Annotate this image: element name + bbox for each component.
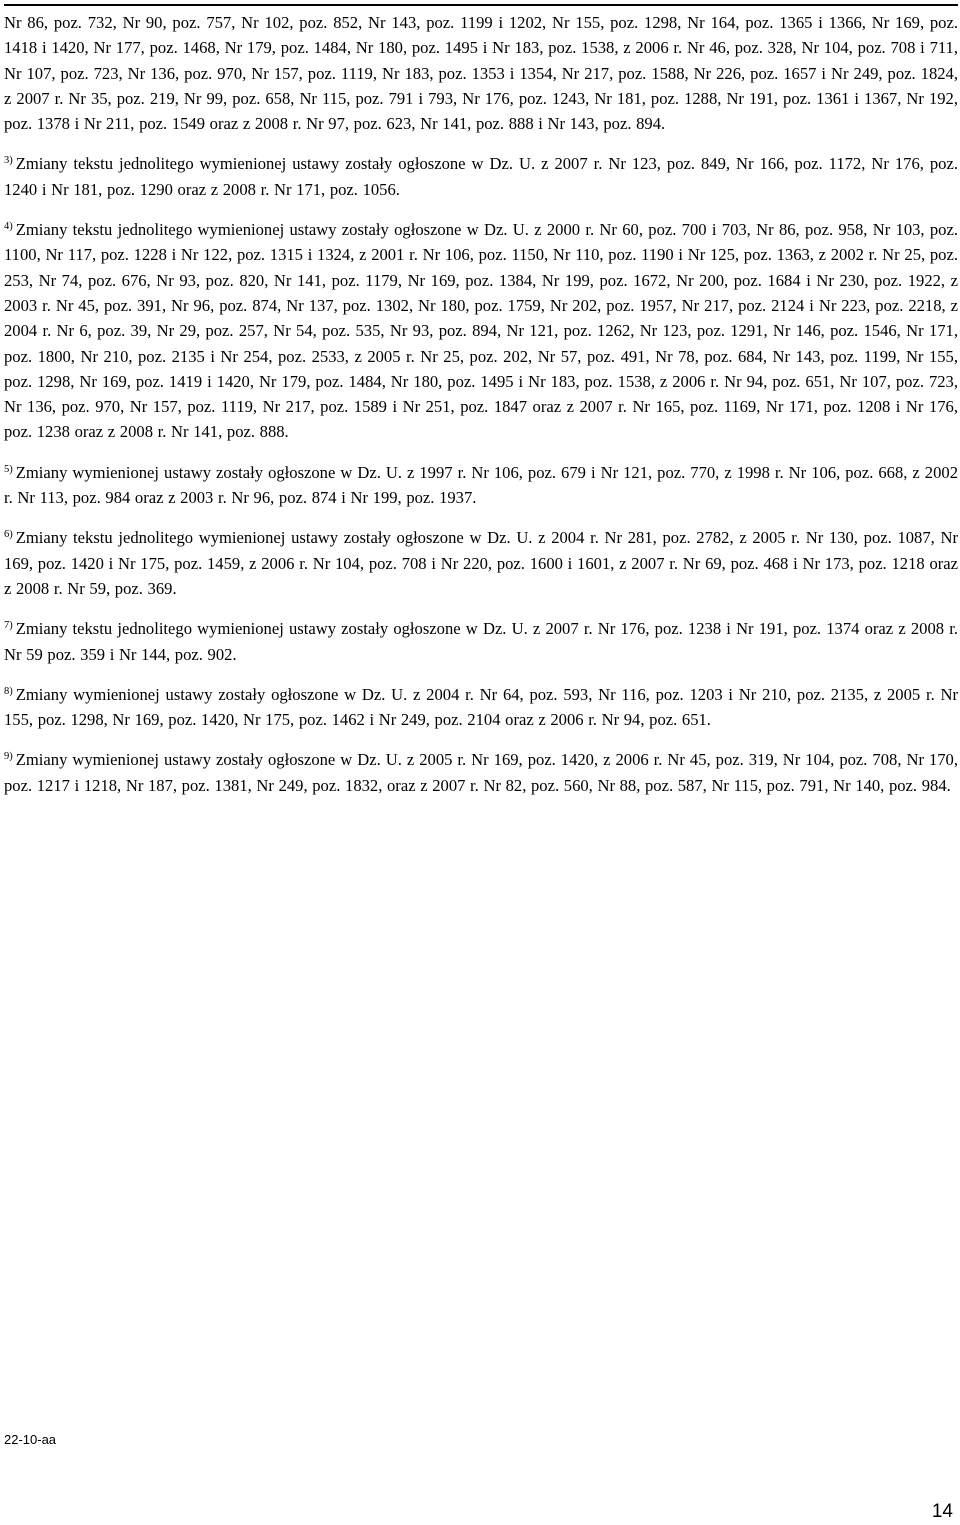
footnote-text: Zmiany wymienionej ustawy zostały ogłoszone w Dz. U. z 2005 r. Nr 169, poz. 1420, z 2006 r. Nr 45, poz. 319, Nr 104, poz. 708, Nr 170, poz. 1217 i 1218, Nr 187, poz. 1381, Nr 249, poz. 1832, oraz z 2007 r. Nr 82, poz. 560, Nr 88, poz. 587, Nr 115, poz. 791, Nr 140, poz. 984.: [4, 750, 958, 795]
footnote-continuation: Nr 86, poz. 732, Nr 90, poz. 757, Nr 102, poz. 852, Nr 143, poz. 1199 i 1202, Nr 155, poz. 1298, Nr 164, poz. 1365 i 1366, Nr 169, poz. 1418 i 1420, Nr 177, poz. 1468, Nr 179, poz. 1484, Nr 180, poz. 1495 i Nr 183, poz. 1538, z 2006 r. Nr 46, poz. 328, Nr 104, poz. 708 i 711, Nr 107, poz. 723, Nr 136, poz. 970, Nr 157, poz. 1119, Nr 183, poz. 1353 i 1354, Nr 217, poz. 1588, Nr 226, poz. 1657 i Nr 249, poz. 1824, z 2007 r. Nr 35, poz. 219, Nr 99, poz. 658, Nr 115, poz. 791 i 793, Nr 176, poz. 1243, Nr 181, poz. 1288, Nr 191, poz. 1361 i 1367, Nr 192, poz. 1378 i Nr 211, poz. 1549 oraz z 2008 r. Nr 97, poz. 623, Nr 141, poz. 888 i Nr 143, poz. 894.: [4, 13, 958, 134]
footnote-marker: 6): [4, 529, 13, 541]
footnote-text: Zmiany tekstu jednolitego wymienionej ustawy zostały ogłoszone w Dz. U. z 2007 r. Nr 176, poz. 1238 i Nr 191, poz. 1374 oraz z 2008 r. Nr 59 poz. 359 i Nr 144, poz. 902.: [4, 619, 958, 664]
footnote-5: [4, 460, 958, 511]
footnote-marker: 9): [4, 751, 13, 763]
footnote-9: [4, 747, 958, 798]
footnote-marker: 8): [4, 685, 13, 697]
footnote-text: Zmiany tekstu jednolitego wymienionej ustawy zostały ogłoszone w Dz. U. z 2007 r. Nr 123, poz. 849, Nr 166, poz. 1172, Nr 176, poz. 1240 i Nr 181, poz. 1290 oraz z 2008 r. Nr 171, poz. 1056.: [4, 154, 958, 199]
page-number: 14: [931, 1501, 953, 1522]
footnote-3: [4, 151, 958, 202]
footnote-text: Zmiany wymienionej ustawy zostały ogłoszone w Dz. U. z 2004 r. Nr 64, poz. 593, Nr 116, poz. 1203 i Nr 210, poz. 2135, z 2005 r. Nr 155, poz. 1298, Nr 169, poz. 1420, Nr 175, poz. 1462 i Nr 249, poz. 2104 oraz z 2006 r. Nr 94, poz. 651.: [4, 684, 958, 730]
footnote-6: [4, 525, 958, 601]
footnote-8: [4, 682, 958, 733]
document-code: 22-10-aa: [4, 1432, 57, 1447]
footnote-4: [4, 217, 958, 445]
top-divider: [4, 4, 958, 6]
footnote-marker: 3): [4, 155, 13, 167]
footnote-7: [4, 616, 958, 667]
footnote-marker: 4): [4, 221, 13, 233]
footnote-text: Zmiany tekstu jednolitego wymienionej ustawy zostały ogłoszone w Dz. U. z 2000 r. Nr 60, poz. 700 i 703, Nr 86, poz. 958, Nr 103, poz. 1100, Nr 117, poz. 1228 i Nr 122, poz. 1315 i 1324, z 2001 r. Nr 106, poz. 1150, Nr 110, poz. 1190 i Nr 125, poz. 1363, z 2002 r. Nr 25, poz. 253, Nr 74, poz. 676, Nr 93, poz. 820, Nr 141, poz. 1179, Nr 169, poz. 1384, Nr 199, poz. 1672, Nr 200, poz. 1684 i Nr 230, poz. 1922, z 2003 r. Nr 45, poz. 391, Nr 96, poz. 874, Nr 137, poz. 1302, Nr 180, poz. 1759, Nr 202, poz. 1957, Nr 217, poz. 2124 i Nr 223, poz. 2218, z 2004 r. Nr 6, poz. 39, Nr 29, poz. 257, Nr 54, poz. 535, Nr 93, poz. 894, Nr 121, poz. 1262, Nr 123, poz. 1291, Nr 146, poz. 1546, Nr 171, poz. 1800, Nr 210, poz. 2135 i Nr 254, poz. 2533, z 2005 r. Nr 25, poz. 202, Nr 57, poz. 491, Nr 78, poz. 684, Nr 143, poz. 1199, Nr 155, poz. 1298, Nr 169, poz. 1419 i 1420, Nr 179, poz. 1484, Nr 180, poz. 1495 i Nr 183, poz. 1538, z 2006 r. Nr 94, poz. 651, Nr 107, poz. 723, Nr 136, poz. 970, Nr 157, poz. 1119, Nr 217, poz. 1589 i Nr 251, poz. 1847 oraz z 2007 r. Nr 165, poz. 1169, Nr 171, poz. 1208 i Nr 176, poz. 1238 oraz z 2008 r. Nr 141, poz. 888.: [4, 220, 958, 442]
footnote-marker: 7): [4, 620, 13, 632]
footnote-marker: 5): [4, 463, 13, 475]
footnotes-section: [4, 10, 958, 813]
footnote-text: Zmiany wymienionej ustawy zostały ogłoszone w Dz. U. z 1997 r. Nr 106, poz. 679 i Nr 121, poz. 770, z 1998 r. Nr 106, poz. 668, z 2002 r. Nr 113, poz. 984 oraz z 2003 r. Nr 96, poz. 874 i Nr 199, poz. 1937.: [4, 462, 958, 508]
footnote-text: Zmiany tekstu jednolitego wymienionej ustawy zostały ogłoszone w Dz. U. z 2004 r. Nr 281, poz. 2782, z 2005 r. Nr 130, poz. 1087, Nr 169, poz. 1420 i Nr 175, poz. 1459, z 2006 r. Nr 104, poz. 708 i Nr 220, poz. 1600 i 1601, z 2007 r. Nr 69, poz. 468 i Nr 173, poz. 1218 oraz z 2008 r. Nr 59, poz. 369.: [4, 528, 958, 598]
